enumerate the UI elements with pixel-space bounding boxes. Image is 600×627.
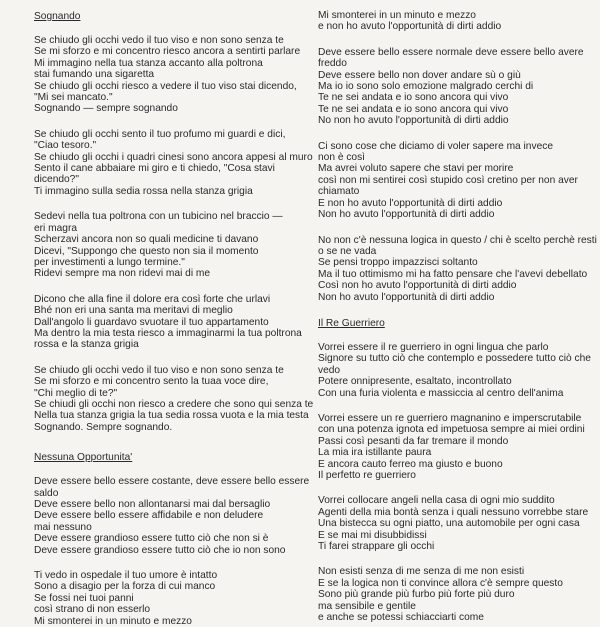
lyric-line: con una potenza ignota ed impetuosa sempre ai miei ordini — [318, 424, 585, 436]
lyric-line: Deve essere bello non allontanarsi mai dal bersaglio — [34, 499, 271, 510]
stanza — [34, 364, 314, 433]
stanza — [318, 413, 588, 481]
lyric-line: Se chiudi gli occhi non riesco a credere che sono qui senza te — [34, 398, 314, 410]
lyric-line: vedo — [318, 364, 341, 376]
lyric-line: Se chiudo gli occhi sento il tuo profumo mi guardi e dici, — [34, 128, 286, 140]
lyric-line: Vorrei collocare angeli nella casa di ogni mio suddito — [318, 495, 555, 507]
lyric-line: Ma avrei voluto sapere che stavi per morire — [318, 163, 514, 175]
il-re-guerriero-lyrics — [318, 341, 591, 624]
lyric-line: così non mi sentirei così stupido così cretino per non aver — [318, 174, 578, 186]
lyric-line: Se fossi nei tuoi panni — [34, 592, 134, 604]
lyric-line: Vorrei essere il re guerriero in ogni lingua che parlo — [318, 341, 549, 353]
lyric-line: Dicevi, "Suppongo che questo non sia il momento — [34, 245, 259, 257]
stanza — [34, 211, 296, 279]
lyric-line: Te ne sei andata e io sono ancora qui vivo — [318, 92, 509, 104]
lyric-line: Dall'angolo li guardavo svuotare il tuo appartamento — [34, 316, 269, 328]
lyric-line: Ti vedo in ospedale il tuo umore è intatto — [34, 570, 218, 582]
lyric-line: "Chi meglio di te?" — [34, 387, 118, 399]
lyric-line: Se chiudo gli occhi riesco a vedere il tuo viso stai dicendo, — [34, 80, 297, 92]
lyric-line: Passi così pesanti da far tremare il mondo — [318, 435, 509, 447]
lyric-line: dicendo?" — [34, 174, 79, 186]
lyric-line: rossa e la stanza grigia — [34, 339, 139, 351]
lyric-line: "Ciao tesoro." — [34, 140, 97, 152]
lyric-line: Sento il cane abbaiare mi giro e ti chiedo, "Cosa stavi — [34, 163, 275, 175]
stanza — [34, 293, 302, 351]
lyric-line: Sognando — sempre sognando — [34, 103, 178, 115]
stanza — [318, 495, 588, 552]
lyric-line: Mi smonterei in un minuto e mezzo — [318, 10, 476, 21]
lyric-line: e anche se potessi schiacciarti come — [318, 612, 484, 624]
lyric-line: Ma dentro la mia testa riesco a immaginarmi la tua poltrona — [34, 327, 302, 339]
stanza — [318, 234, 597, 303]
lyric-line: Non ho avuto l'opportunità di dirti addio — [318, 209, 495, 221]
lyric-line: Se mi sforzo e mi concentro sento la tuaa voce dire, — [34, 376, 269, 388]
lyric-line: "Mi sei mancato." — [34, 92, 113, 104]
lyric-line: mai nessuno — [34, 521, 92, 533]
lyric-line: Con una furia violenta e massiccia al centro dell'anima — [318, 387, 564, 399]
lyric-line: Se mi sforzo e mi concentro riesco ancora a sentirti parlare — [34, 46, 301, 58]
lyric-line: Ti immagino sulla sedia rossa nella stanza grigia — [34, 185, 253, 197]
lyric-line: Potere onnipresente, esaltato, incontrollato — [318, 376, 512, 388]
lyric-line: Deve essere bello essere costante, deve essere bello essere — [34, 476, 310, 488]
lyric-line: Signore su tutto ciò che contemplo e possedere tutto ciò che — [318, 353, 591, 365]
lyric-line: Agenti della mia bontà senza i quali nessuno vorrebbe stare — [318, 506, 589, 518]
lyric-line: Non ho avuto l'opportunità di dirti addio — [318, 291, 495, 303]
lyric-line: Ci sono cose che diciamo di voler sapere ma invece — [318, 140, 553, 152]
lyric-line: Nella tua stanza grigia la tua sedia rossa vuota e la mia testa — [34, 410, 309, 422]
lyric-line: Deve essere bello non dover andare sù o giù — [318, 69, 521, 81]
lyric-line: Bhé non eri una santa ma meritavi di meglio — [34, 305, 233, 317]
song-title-il-re-guerriero: Il Re Guerriero — [318, 317, 385, 329]
lyric-line: Sedevi nella tua poltrona con un tubicino nel braccio — — [34, 211, 283, 223]
lyric-line: No non ho avuto l'opportunità di dirti addio — [318, 115, 509, 127]
lyric-line: Deve essere grandioso essere tutto ciò che non si è — [34, 533, 269, 545]
lyric-line: Se chiudo gli occhi i quadri cinesi sono ancora appesi al muro — [34, 151, 313, 163]
lyric-line: E non ho avuto l'opportunità di dirti addio — [318, 197, 503, 209]
lyric-line: o se ne vada — [318, 245, 377, 257]
lyric-line: No non c'è nessuna logica in questo / chi è scelto perchè resti — [318, 234, 597, 246]
stanza — [318, 141, 588, 221]
nessuna-opportunita-lyrics-continued — [318, 10, 597, 303]
lyric-line: Scherzavi ancora non so quali medicine ti davano — [34, 234, 259, 246]
sognando-lyrics — [34, 35, 314, 433]
lyric-line: chiamato — [318, 186, 360, 198]
lyric-line: Così non ho avuto l'opportunità di dirti addio — [318, 280, 517, 292]
lyric-line: Te ne sei andata e io sono ancora qui vivo — [318, 103, 509, 115]
lyric-line: Mi smonterei in un minuto e mezzo — [34, 615, 192, 627]
nessuna-opportunita-lyrics — [34, 476, 310, 627]
song-title-sognando: Sognando — [34, 11, 81, 22]
stanza — [34, 570, 296, 627]
lyric-line: Ridevi sempre ma non ridevi mai di me — [34, 268, 211, 280]
stanza — [318, 341, 591, 399]
lyric-line: Ma il tuo ottimismo mi ha fatto pensare che l'avevi debellato — [318, 268, 588, 280]
lyric-line: Deve essere bello essere normale deve essere bello avere — [318, 46, 584, 58]
lyric-line: Mi immagino nella tua stanza accanto alla poltrona — [34, 57, 263, 69]
stanza — [318, 566, 588, 623]
lyric-line: saldo — [34, 487, 59, 499]
right-column — [318, 10, 597, 624]
lyric-line: Non esisti senza di me senza di me non esisti — [318, 566, 525, 578]
lyric-line: eri magra — [34, 222, 78, 234]
lyric-line: Se chiudo gli occhi vedo il tuo viso e non sono senza te — [34, 35, 284, 46]
lyric-line: E se mai mi disubbidissi — [318, 529, 427, 541]
lyric-line: Sono a disagio per la forza di cui manco — [34, 581, 216, 593]
stanza — [34, 476, 310, 556]
lyric-line: Vorrei essere un re guerriero magnanino e imperscrutabile — [318, 412, 582, 424]
lyric-line: E ancora cauto ferreo ma giusto e buono — [318, 458, 503, 470]
lyric-line: freddo — [318, 58, 347, 70]
stanza — [34, 35, 301, 115]
lyric-line: Una bistecca su ogni piatto, una automobile per ogni casa — [318, 518, 580, 530]
left-column — [34, 10, 314, 627]
lyric-line: Ma io io sono solo emozione malgrado cerchi di — [318, 81, 534, 93]
lyric-line: La mia ira istillante paura — [318, 447, 432, 459]
lyric-line: e non ho avuto l'opportunità di dirti addio — [318, 21, 502, 33]
lyric-line: E se la logica non ti convince allora c'è sempre questo — [318, 577, 563, 589]
lyric-line: stai fumando una sigaretta — [34, 69, 155, 81]
lyric-line: Il perfetto re guerriero — [318, 470, 416, 481]
lyric-line: Deve essere grandioso essere tutto ciò che io non sono — [34, 544, 286, 556]
lyric-line: non è così — [318, 152, 366, 164]
lyric-line: Dicono che alla fine il dolore era così forte che urlavi — [34, 293, 271, 305]
lyric-line: Sognando. Sempre sognando. — [34, 421, 173, 433]
lyric-line: Se chiudo gli occhi vedo il tuo viso e non sono senza te — [34, 364, 284, 376]
lyric-line: così strano di non esserlo — [34, 604, 151, 616]
lyric-line: Sono più grande più furbo più forte più duro — [318, 589, 515, 601]
stanza — [34, 128, 313, 197]
lyric-line: per investimenti a lungo termine." — [34, 256, 185, 268]
lyric-line: Deve essere bello essere affidabile e non deludere — [34, 510, 264, 522]
stanza — [318, 47, 588, 127]
stanza — [318, 10, 588, 33]
lyric-line: ma sensibile e gentile — [318, 600, 416, 612]
lyric-line: Ti farei strappare gli occhi — [318, 541, 435, 553]
lyric-line: Se pensi troppo impazzisci soltanto — [318, 257, 478, 269]
song-title-nessuna-opportunita: Nessuna Opportunita' — [34, 452, 133, 464]
